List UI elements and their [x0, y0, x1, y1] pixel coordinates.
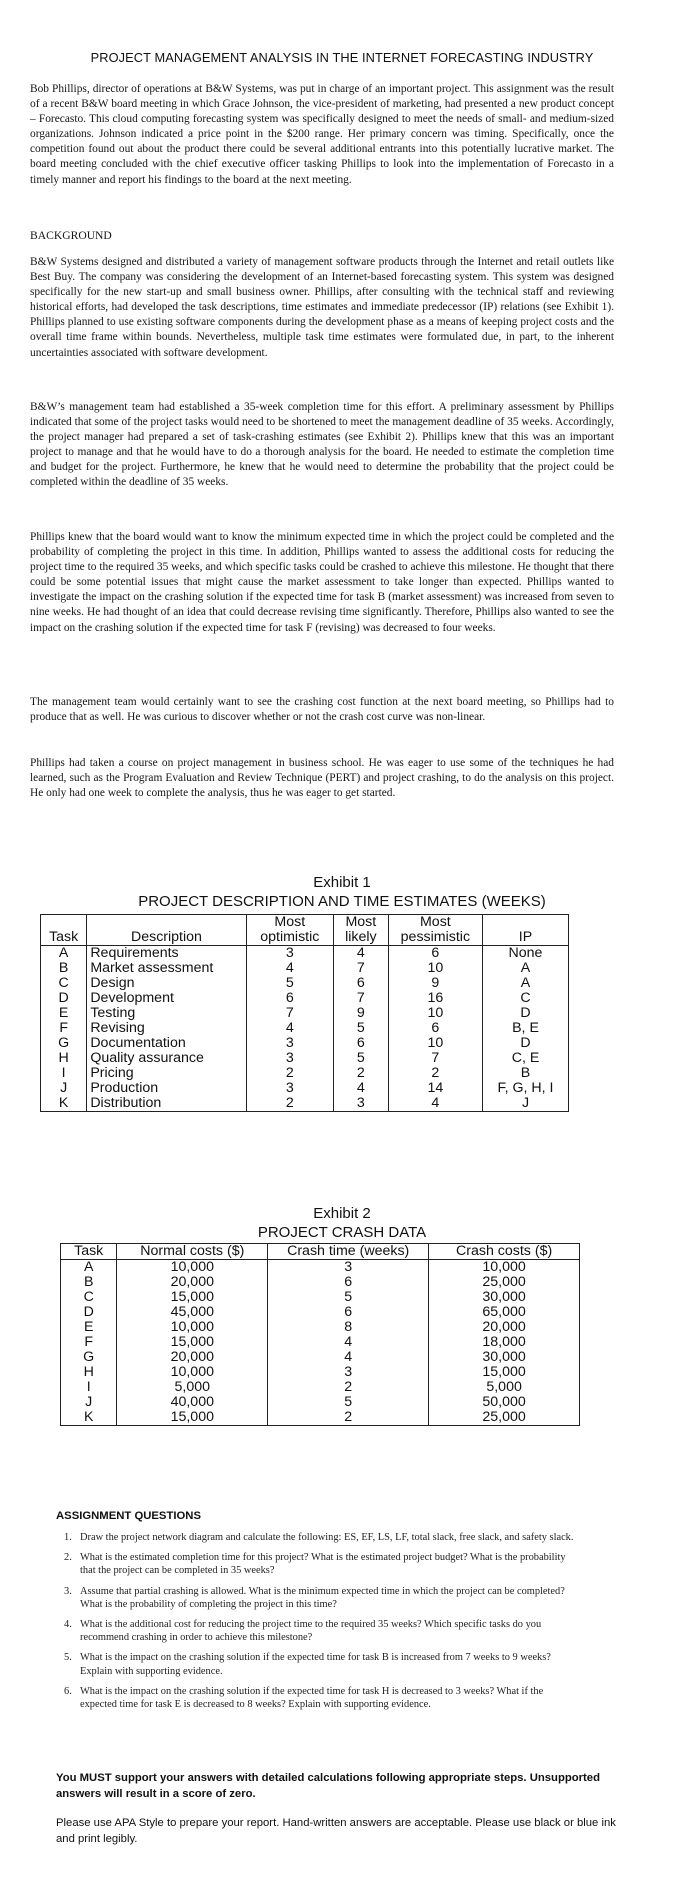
exhibit2-cell-task: H — [61, 1365, 117, 1380]
exhibit1-row — [41, 976, 569, 991]
exhibit1-cell-pessimistic: 10 — [388, 1036, 482, 1051]
exhibit1-cell-optimistic: 2 — [246, 1066, 333, 1081]
exhibit1-cell-ip: B, E — [483, 1021, 569, 1036]
exhibit2-cell-crash-time: 3 — [268, 1365, 429, 1380]
exhibit1-col-task: Task — [41, 915, 87, 946]
exhibit2-col-crash-time: Crash time (weeks) — [268, 1244, 429, 1260]
exhibit1-cell-ip: D — [483, 1036, 569, 1051]
exhibit1-cell-pessimistic: 14 — [388, 1081, 482, 1096]
question-number: 4. — [64, 1619, 72, 1631]
exhibit1-col-likely: Most likely — [333, 915, 388, 946]
exhibit2-cell-crash-costs: 50,000 — [429, 1395, 580, 1410]
exhibit1-cell-ip: J — [483, 1096, 569, 1112]
exhibit2-cell-crash-time: 4 — [268, 1350, 429, 1365]
exhibit1-row — [41, 1081, 569, 1096]
exhibit1-cell-task: K — [41, 1096, 87, 1112]
exhibit1-cell-task: H — [41, 1051, 87, 1066]
exhibit2-col-crash-costs: Crash costs ($) — [429, 1244, 580, 1260]
assignment-question — [64, 1551, 574, 1577]
exhibit1-cell-optimistic: 3 — [246, 946, 333, 962]
exhibit1-row — [41, 1066, 569, 1081]
exhibit1-cell-likely: 6 — [333, 976, 388, 991]
assignment-question — [64, 1531, 574, 1544]
exhibit1-cell-optimistic: 4 — [246, 1021, 333, 1036]
exhibit1-cell-optimistic: 3 — [246, 1051, 333, 1066]
exhibit2-cell-task: C — [61, 1290, 117, 1305]
exhibit1-col-ip: IP — [483, 915, 569, 946]
exhibit2-cell-task: K — [61, 1410, 117, 1426]
assignment-question — [64, 1618, 574, 1644]
exhibit1-table — [40, 914, 569, 1112]
exhibit2-cell-crash-costs: 18,000 — [429, 1335, 580, 1350]
exhibit2-cell-crash-costs: 10,000 — [429, 1260, 580, 1276]
exhibit2-cell-crash-time: 3 — [268, 1260, 429, 1276]
exhibit1-cell-ip: A — [483, 961, 569, 976]
exhibit1-cell-likely: 4 — [333, 946, 388, 962]
question-number: 1. — [64, 1532, 72, 1543]
exhibit1-row — [41, 1021, 569, 1036]
exhibit2-cell-crash-time: 5 — [268, 1290, 429, 1305]
question-text: What is the additional cost for reducing the project time to the required 35 weeks? Which specific tasks do you recommend crashing in order to achieve this milestone? — [80, 1619, 542, 1644]
exhibit2-row — [61, 1290, 580, 1305]
exhibit2-row — [61, 1380, 580, 1395]
exhibit1-cell-task: C — [41, 976, 87, 991]
exhibit2-cell-crash-costs: 65,000 — [429, 1305, 580, 1320]
exhibit2-table — [60, 1243, 580, 1426]
background-paragraph-4: The management team would certainly want to see the crashing cost function at the next board meeting, so Phillips had to produce that as well. He was curious to discover whether or not the crash cost curve was non-linear. — [30, 696, 614, 724]
question-number: 3. — [64, 1585, 72, 1597]
exhibit2-cell-crash-time: 6 — [268, 1305, 429, 1320]
intro-paragraph: Bob Phillips, director of operations at B&W Systems, was put in charge of an important project. This assignment was the result of a recent B&W board meeting in which Grace Johnson, the vice-president of marketing, had presented a new product concept – Forecasto. This cloud computing forecasting system was specifically designed to meet the needs of small- and medium-sized organizations. Johnson indicated a price point in the $200 range. Her primary concern was timing. Specifically, once the competition found out about the product there could be several additional entrants into this potentially lucrative market. The board meeting concluded with the chief executive officer tasking Phillips to look into the implementation of Forecasto in a timely manner and report his findings to the board at the next meeting. — [30, 83, 614, 186]
exhibit1-label: Exhibit 1 — [313, 874, 371, 891]
exhibit1-cell-task: I — [41, 1066, 87, 1081]
exhibit1-cell-ip: F, G, H, I — [483, 1081, 569, 1096]
exhibit1-cell-pessimistic: 10 — [388, 1006, 482, 1021]
exhibit1-cell-ip: D — [483, 1006, 569, 1021]
exhibit1-col-optimistic: Most optimistic — [246, 915, 333, 946]
exhibit2-header-row — [61, 1244, 580, 1260]
exhibit2-cell-normal-costs: 20,000 — [117, 1350, 268, 1365]
exhibit1-col-pessimistic: Most pessimistic — [388, 915, 482, 946]
exhibit1-cell-description: Documentation — [87, 1036, 246, 1051]
exhibit1-cell-pessimistic: 4 — [388, 1096, 482, 1112]
exhibit1-cell-description: Design — [87, 976, 246, 991]
exhibit2-cell-normal-costs: 15,000 — [117, 1335, 268, 1350]
exhibit2-cell-crash-time: 4 — [268, 1335, 429, 1350]
exhibit1-row — [41, 1006, 569, 1021]
exhibit2-label: Exhibit 2 — [313, 1205, 371, 1222]
exhibit2-cell-normal-costs: 45,000 — [117, 1305, 268, 1320]
exhibit2-cell-crash-costs: 30,000 — [429, 1350, 580, 1365]
exhibit1-cell-description: Production — [87, 1081, 246, 1096]
exhibit2-cell-normal-costs: 15,000 — [117, 1410, 268, 1426]
exhibit1-cell-description: Requirements — [87, 946, 246, 962]
exhibit1-cell-task: A — [41, 946, 87, 962]
exhibit1-cell-task: E — [41, 1006, 87, 1021]
exhibit1-col-description: Description — [87, 915, 246, 946]
exhibit1-row — [41, 1096, 569, 1112]
exhibit1-cell-pessimistic: 6 — [388, 946, 482, 962]
exhibit2-row — [61, 1410, 580, 1426]
exhibit2-cell-task: I — [61, 1380, 117, 1395]
exhibit1-cell-description: Testing — [87, 1006, 246, 1021]
exhibit1-cell-optimistic: 2 — [246, 1096, 333, 1112]
exhibit1-cell-task: J — [41, 1081, 87, 1096]
exhibit2-cell-task: E — [61, 1320, 117, 1335]
exhibit1-title: PROJECT DESCRIPTION AND TIME ESTIMATES (WEEKS) — [138, 893, 546, 910]
exhibit2-cell-normal-costs: 15,000 — [117, 1290, 268, 1305]
exhibit1-cell-ip: B — [483, 1066, 569, 1081]
exhibit2-cell-crash-time: 6 — [268, 1275, 429, 1290]
assignment-question — [64, 1585, 574, 1611]
exhibit2-cell-task: J — [61, 1395, 117, 1410]
exhibit1-row — [41, 991, 569, 1006]
exhibit1-cell-optimistic: 5 — [246, 976, 333, 991]
exhibit2-row — [61, 1275, 580, 1290]
exhibit1-cell-ip: A — [483, 976, 569, 991]
assignment-question-list — [64, 1531, 574, 1718]
exhibit2-cell-normal-costs: 20,000 — [117, 1275, 268, 1290]
exhibit1-cell-pessimistic: 10 — [388, 961, 482, 976]
exhibit1-cell-description: Revising — [87, 1021, 246, 1036]
exhibit2-cell-crash-time: 8 — [268, 1320, 429, 1335]
exhibit1-cell-optimistic: 6 — [246, 991, 333, 1006]
exhibit2-col-normal-costs: Normal costs ($) — [117, 1244, 268, 1260]
exhibit1-cell-likely: 6 — [333, 1036, 388, 1051]
question-text: Draw the project network diagram and calculate the following: ES, EF, LS, LF, total slack, free slack, and safety slack. — [80, 1532, 574, 1543]
exhibit2-cell-crash-time: 2 — [268, 1410, 429, 1426]
exhibit1-cell-likely: 7 — [333, 961, 388, 976]
exhibit1-cell-likely: 3 — [333, 1096, 388, 1112]
background-paragraph-1: B&W Systems designed and distributed a variety of management software products through the Internet and retail outlets like Best Buy. The company was considering the development of an Internet-based forecasting system. This system was designed specifically for the new start-up and small business owner. Phillips, after consulting with the technical staff and reviewing historical efforts, had developed the task descriptions, time estimates and immediate predecessor (IP) relations (see Exhibit 1). Phillips planned to use existing software components during the development phase as a means of keeping project costs and the overall time frame within bounds. Nevertheless, multiple task time estimates were formulated due, in part, to the inherent uncertainties associated with software development. — [30, 256, 614, 359]
exhibit1-cell-pessimistic: 6 — [388, 1021, 482, 1036]
exhibit1-cell-likely: 7 — [333, 991, 388, 1006]
exhibit1-cell-description: Pricing — [87, 1066, 246, 1081]
question-text: Assume that partial crashing is allowed. What is the minimum expected time in which the project can be completed? What is the probability of completing the project in this time? — [80, 1585, 565, 1610]
exhibit1-cell-task: G — [41, 1036, 87, 1051]
assignment-question — [64, 1685, 574, 1711]
exhibit2-row — [61, 1350, 580, 1365]
exhibit2-cell-crash-costs: 25,000 — [429, 1275, 580, 1290]
question-number: 2. — [64, 1552, 72, 1564]
question-text: What is the impact on the crashing solution if the expected time for task H is decreased to 3 weeks? What if the expected time for task E is decreased to 8 weeks? Explain with supporting evidence. — [80, 1685, 544, 1711]
exhibit2-cell-crash-costs: 25,000 — [429, 1410, 580, 1426]
exhibit1-cell-likely: 5 — [333, 1021, 388, 1036]
exhibit2-cell-task: F — [61, 1335, 117, 1350]
exhibit2-row — [61, 1320, 580, 1335]
exhibit2-cell-normal-costs: 5,000 — [117, 1380, 268, 1395]
exhibit2-cell-task: D — [61, 1305, 117, 1320]
exhibit2-cell-normal-costs: 10,000 — [117, 1260, 268, 1276]
exhibit2-row — [61, 1335, 580, 1350]
exhibit2-row — [61, 1395, 580, 1410]
exhibit2-row — [61, 1260, 580, 1276]
exhibit2-cell-crash-time: 2 — [268, 1380, 429, 1395]
exhibit2-title: PROJECT CRASH DATA — [257, 1224, 427, 1241]
exhibit2-cell-crash-costs: 5,000 — [429, 1380, 580, 1395]
exhibit1-cell-optimistic: 7 — [246, 1006, 333, 1021]
exhibit1-cell-pessimistic: 9 — [388, 976, 482, 991]
exhibit1-cell-likely: 4 — [333, 1081, 388, 1096]
exhibit2-cell-crash-costs: 15,000 — [429, 1365, 580, 1380]
exhibit1-cell-pessimistic: 16 — [388, 991, 482, 1006]
exhibit1-cell-optimistic: 3 — [246, 1036, 333, 1051]
exhibit2-cell-normal-costs: 40,000 — [117, 1395, 268, 1410]
background-heading: BACKGROUND — [30, 229, 112, 242]
assignment-heading: ASSIGNMENT QUESTIONS — [56, 1510, 201, 1522]
exhibit1-cell-pessimistic: 7 — [388, 1051, 482, 1066]
exhibit2-cell-crash-time: 5 — [268, 1395, 429, 1410]
exhibit1-cell-likely: 2 — [333, 1066, 388, 1081]
exhibit1-cell-optimistic: 3 — [246, 1081, 333, 1096]
exhibit2-cell-crash-costs: 30,000 — [429, 1290, 580, 1305]
exhibit1-cell-description: Development — [87, 991, 246, 1006]
exhibit1-cell-task: B — [41, 961, 87, 976]
exhibit1-row — [41, 946, 569, 962]
assignment-question — [64, 1651, 574, 1677]
exhibit1-cell-ip: C, E — [483, 1051, 569, 1066]
exhibit1-cell-task: F — [41, 1021, 87, 1036]
exhibit2-row — [61, 1305, 580, 1320]
apa-style-note: Please use APA Style to prepare your report. Hand-written answers are acceptable. Please use black or blue ink and print legibly. — [56, 1817, 616, 1845]
exhibit1-cell-description: Market assessment — [87, 961, 246, 976]
background-paragraph-5: Phillips had taken a course on project management in business school. He was eager to use some of the techniques he had learned, such as the Program Evaluation and Review Technique (PERT) and project crashing, to do the analysis on this project. He only had one week to complete the analysis, thus he was eager to get started. — [30, 757, 614, 800]
exhibit2-cell-task: B — [61, 1275, 117, 1290]
exhibit2-cell-crash-costs: 20,000 — [429, 1320, 580, 1335]
background-paragraph-2: B&W’s management team had established a 35-week completion time for this effort. A preliminary assessment by Phillips indicated that some of the project tasks would need to be shortened to meet the management deadline of 35 weeks. Accordingly, the project manager had prepared a set of task-crashing estimates (see Exhibit 2). Phillips knew that this was an important project to manage and that he would have to do a thorough analysis for the board. He needed to estimate the completion time and budget for the project. Furthermore, he knew that he would need to determine the probability that the project could be completed within the deadline of 35 weeks. — [30, 401, 614, 489]
question-text: What is the impact on the crashing solution if the expected time for task B is increased from 7 weeks to 9 weeks? Explain with supporting evidence. — [80, 1652, 551, 1677]
must-support-note: You MUST support your answers with detailed calculations following appropriate steps. Unsupported answers will result in a score of zero. — [56, 1772, 600, 1800]
exhibit2-cell-task: A — [61, 1260, 117, 1276]
exhibit2-cell-task: G — [61, 1350, 117, 1365]
exhibit1-cell-description: Quality assurance — [87, 1051, 246, 1066]
exhibit1-cell-optimistic: 4 — [246, 961, 333, 976]
exhibit1-cell-likely: 9 — [333, 1006, 388, 1021]
exhibit1-row — [41, 1036, 569, 1051]
exhibit1-cell-ip: None — [483, 946, 569, 962]
exhibit1-cell-likely: 5 — [333, 1051, 388, 1066]
question-text: What is the estimated completion time for this project? What is the estimated project budget? What is the probability that the project can be completed in 35 weeks? — [80, 1552, 566, 1577]
exhibit2-col-task: Task — [61, 1244, 117, 1260]
question-number: 5. — [64, 1652, 72, 1664]
exhibit1-header-row — [41, 915, 569, 946]
exhibit1-cell-pessimistic: 2 — [388, 1066, 482, 1081]
question-number: 6. — [64, 1685, 72, 1697]
exhibit2-cell-normal-costs: 10,000 — [117, 1320, 268, 1335]
exhibit2-row — [61, 1365, 580, 1380]
exhibit1-cell-task: D — [41, 991, 87, 1006]
document-title: PROJECT MANAGEMENT ANALYSIS IN THE INTERNET FORECASTING INDUSTRY — [90, 50, 594, 65]
background-paragraph-3: Phillips knew that the board would want to know the minimum expected time in which the project could be completed and the probability of completing the project in this time. In addition, Phillips wanted to assess the additional costs for reducing the project time to the required 35 weeks, and which specific tasks could be crashed to achieve this milestone. He thought that there could be some potential issues that might cause the market assessment to take longer than expected. Phillips wanted to investigate the impact on the crashing solution if the expected time for task B (market assessment) was increased from seven to nine weeks. He had thought of an idea that could decrease revising time significantly. Therefore, Phillips also wanted to see the impact on the crashing solution if the expected time for task F (revising) was decreased to four weeks. — [30, 531, 614, 634]
exhibit1-row — [41, 961, 569, 976]
exhibit1-cell-description: Distribution — [87, 1096, 246, 1112]
exhibit1-cell-ip: C — [483, 991, 569, 1006]
exhibit2-cell-normal-costs: 10,000 — [117, 1365, 268, 1380]
exhibit1-row — [41, 1051, 569, 1066]
